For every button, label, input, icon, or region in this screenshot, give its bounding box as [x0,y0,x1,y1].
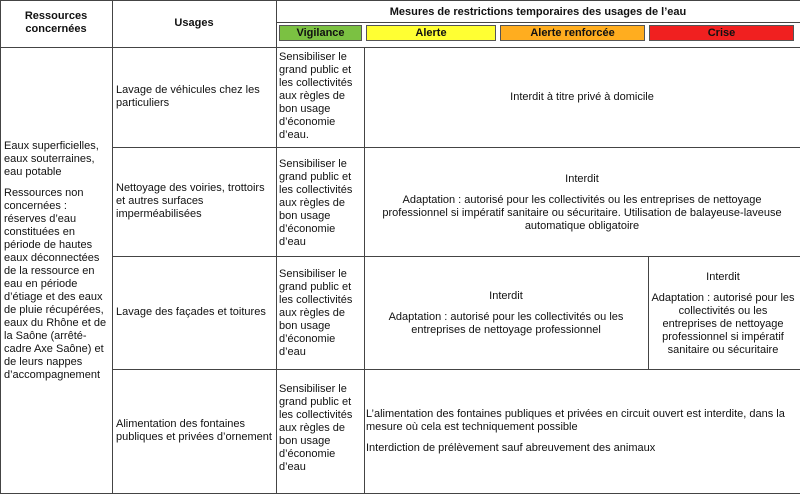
resources-not-concerned: Ressources non concernées : réserves d’eau constituées en période de hautes eaux déconnectées de la ressource en eau en période d’étiage et des eaux de pluie récupérées, eaux du Rhône et de la Saône (arrêté-cadre Axe Saône) et de leurs nappes d’accompagnement [4,187,107,381]
column-separator [276,0,277,494]
measure-fontaines [366,408,786,455]
table-border-bottom [0,493,800,494]
usage-fontaines: Alimentation des fontaines publiques et privées d’ornement [116,418,272,443]
resources-concerned: Eaux superficielles, eaux souterraines, eau potable [4,140,99,178]
measure-detail: L’alimentation des fontaines publiques et privées en circuit ouvert est interdite, dans la mesure où cela est techniquement possible [366,408,785,433]
header-resources: Ressources concernées [24,10,88,35]
vigilance-text: Sensibiliser le grand public et les collectivités aux règles de bon usage d’économie d’eau [279,268,353,358]
level-crise: Crise [649,25,794,41]
level-alerte-renforcee: Alerte renforcée [500,25,645,41]
usage-nettoyage-voiries: Nettoyage des voiries, trottoirs et autres surfaces imperméabilisées [116,182,265,220]
resources-cell [4,140,110,382]
measure-detail: Adaptation : autorisé pour les collectivités ou les entreprises de nettoyage professionnel si impératif sanitaire ou sécuritaire. Utilisation de balayeuse-laveuse automatique obligatoire [382,194,782,232]
measure-detail: Adaptation : autorisé pour les collectivités ou les entreprises de nettoyage professionnel [388,311,624,336]
measure-lavage-facades-crise [650,271,796,357]
measure-title: Interdit [565,173,599,185]
table-border-top [0,0,800,1]
measure-title: Interdit [706,271,740,283]
vigilance-text: Sensibiliser le grand public et les collectivités aux règles de bon usage d’économie d’eau [279,158,353,248]
measures-header-separator [276,22,800,23]
level-vigilance: Vigilance [279,25,362,41]
measure-title: Interdit [489,290,523,302]
level-alerte: Alerte [366,25,496,41]
table-border-left [0,0,1,494]
measure-detail: Adaptation : autorisé pour les collectivités ou les entreprises de nettoyage professionnel si impératif sanitaire ou sécuritaire [651,292,795,356]
column-separator [112,0,113,494]
usage-lavage-vehicules: Lavage de véhicules chez les particuliers [116,84,260,109]
measure-detail: Interdiction de prélèvement sauf abreuvement des animaux [366,442,656,454]
header-measures: Mesures de restrictions temporaires des usages de l’eau [389,5,687,18]
vigilance-text: Sensibiliser le grand public et les collectivités aux règles de bon usage d’économie d’eau. [279,51,353,141]
usage-lavage-facades: Lavage des façades et toitures [116,306,266,318]
measure-lavage-facades-alerte [370,290,642,337]
measure-lavage-vehicules: Interdit à titre privé à domicile [510,90,654,103]
column-separator [648,256,649,369]
vigilance-text: Sensibiliser le grand public et les collectivités aux règles de bon usage d’économie d’eau [279,383,353,473]
measure-nettoyage-voiries [365,173,799,233]
header-usages: Usages [174,16,214,29]
